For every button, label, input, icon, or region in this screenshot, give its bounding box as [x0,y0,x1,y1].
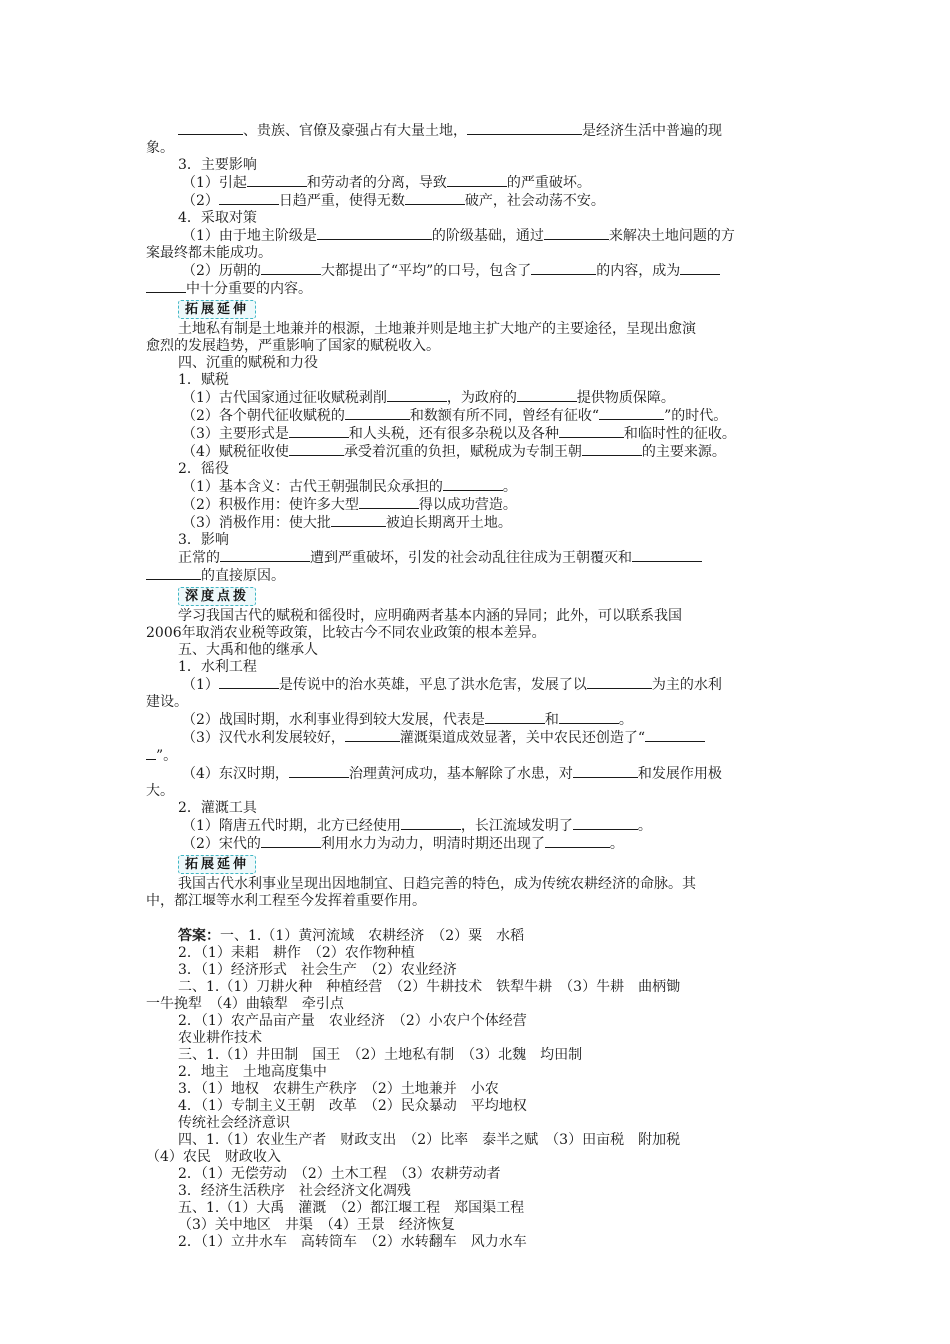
answer-line: 2．（1）耒耜 耕作 （2）农作物种植 [178,945,415,961]
fill-blank[interactable] [467,122,582,135]
fill-blank[interactable] [317,227,432,240]
text-line: （1）由于地主阶级是 的阶级基础，通过 来解决土地问题的方 [182,228,735,244]
fill-blank[interactable] [146,280,186,293]
text-line: （1）古代国家通过征收赋税剥削 ，为政府的 提供物质保障。 [182,390,675,406]
fill-blank[interactable] [680,262,720,275]
fill-blank[interactable] [219,676,279,689]
fill-blank[interactable] [359,496,419,509]
deep-insight-tag: 深度点拨 [178,587,256,606]
fill-blank[interactable] [289,765,349,778]
extension-tag: 拓展延伸 [178,300,256,319]
answer-line: 2．地主 土地高度集中 [178,1064,327,1080]
answer-line: 4．（1）专制主义王朝 改革 （2）民众暴动 平均地权 [178,1098,527,1114]
fill-blank[interactable] [573,765,638,778]
fill-blank[interactable] [331,514,386,527]
fill-blank[interactable] [447,174,507,187]
section-heading: 四、沉重的赋税和力役 [178,355,318,371]
fill-blank[interactable] [632,549,702,562]
fill-blank[interactable] [219,192,279,205]
answer-line: 三、1.（1）井田制 国王 （2）土地私有制 （3）北魏 均田制 [178,1047,583,1063]
fill-blank[interactable] [599,407,664,420]
fill-blank[interactable] [645,729,705,742]
section-heading: 3．影响 [178,532,229,548]
fill-blank[interactable] [220,549,310,562]
text-line: （1）基本含义：古代王朝强制民众承担的 。 [182,479,517,495]
spacer [146,910,816,928]
fill-blank[interactable] [401,817,461,830]
text-line: （2）积极作用：使许多大型 得以成功营造。 [182,497,517,513]
answer-line: 3．（1）地权 农耕生产秩序 （2）土地兼并 小农 [178,1081,499,1097]
text-line: （2）历朝的 大都提出了“平均”的口号，包含了 的内容，成为 [146,262,816,280]
text-line: 愈烈的发展趋势，严重影响了国家的赋税收入。 [146,338,440,354]
answer-line: 2．（1）无偿劳动 （2）土木工程 （3）农耕劳动者 [178,1166,501,1182]
text-line: 中，都江堰等水利工程至今发挥着重要作用。 [146,893,426,909]
text-line: 案最终都未能成功。 [146,245,272,261]
answer-line: 二、1.（1）刀耕火种 种植经营 （2）牛耕技术 铁犁牛耕 （3）牛耕 曲柄锄 [178,979,681,995]
document-page [146,122,816,1251]
answer-line: 3．（1）经济形式 社会生产 （2）农业经济 [178,962,457,978]
section-heading: 3．主要影响 [178,157,257,173]
answer-line: 四、1.（1）农业生产者 财政支出 （2）比率 泰半之赋 （3）田亩税 附加税 [178,1132,681,1148]
fill-blank[interactable] [443,478,503,491]
text-line: （3）主要形式是 和人头税，还有很多杂税以及各种 和临时性的征收。 [182,426,736,442]
fill-blank[interactable] [345,407,410,420]
text-line: 中十分重要的内容。 [146,280,816,298]
fill-blank[interactable] [387,389,447,402]
answer-line: 2．（1）农产品亩产量 农业经济 （2）小农户个体经营 [178,1013,527,1029]
fill-blank[interactable] [485,711,545,724]
text-line: （4）赋税征收使 承受着沉重的负担，赋税成为专制王朝 的主要来源。 [182,444,726,460]
fill-blank[interactable] [517,389,577,402]
text-line: （2）各个朝代征收赋税的 和数额有所不同，曾经有征收“ ”的时代。 [182,408,728,424]
text-line: ”。 [146,747,816,765]
section-heading: 1．赋税 [178,372,229,388]
fill-blank[interactable] [582,443,642,456]
text-line: （1）隋唐五代时期，北方已经使用 ，长江流域发明了 。 [182,818,652,834]
fill-blank[interactable] [545,835,610,848]
fill-blank[interactable] [531,262,596,275]
text-line: （4）东汉时期， 治理黄河成功，基本解除了水患，对 和发展作用极 [182,766,722,782]
fill-blank[interactable] [405,192,465,205]
section-heading: 2．徭役 [178,461,229,477]
fill-blank[interactable] [146,747,156,760]
answer-line: （4）农民 财政收入 [146,1149,281,1165]
fill-blank[interactable] [178,122,243,135]
text-line: 土地私有制是土地兼并的根源，土地兼并则是地主扩大地产的主要途径，呈现出愈演 [178,321,696,337]
fill-blank[interactable] [587,676,652,689]
text-line: 、贵族、官僚及豪强占有大量土地， 是经济生活中普遍的现 [146,122,816,140]
answer-line: 2．（1）立井水车 高转筒车 （2）水转翻车 风力水车 [178,1234,527,1250]
fill-blank[interactable] [289,443,344,456]
fill-blank[interactable] [559,425,624,438]
fill-blank[interactable] [146,567,201,580]
text-line: （1） 是传说中的治水英雄，平息了洪水危害，发展了以 为主的水利 [182,677,722,693]
fill-blank[interactable] [261,262,321,275]
text-line: 我国古代水利事业呈现出因地制宜、日趋完善的特色，成为传统农耕经济的命脉。其 [178,876,696,892]
fill-blank[interactable] [544,227,609,240]
answer-line: （3）关中地区 井渠 （4）王景 经济恢复 [178,1217,455,1233]
text-line: （3）消极作用：使大批 被迫长期离开土地。 [182,515,512,531]
text-line: （2）宋代的 利用水力为动力，明清时期还出现了 。 [182,836,624,852]
text-line: 学习我国古代的赋税和徭役时，应明确两者基本内涵的异同；此外，可以联系我国 [178,608,682,624]
extension-tag: 拓展延伸 [178,855,256,874]
section-heading: 2．灌溉工具 [178,800,257,816]
answer-line: 答案：一、1.（1）黄河流域 农耕经济 （2）粟 水稻 [178,928,525,944]
fill-blank[interactable] [289,425,349,438]
answer-line: 一牛挽犁 （4）曲辕犁 牵引点 [146,996,344,1012]
text-line: （2）战国时期，水利事业得到较大发展，代表是 和 。 [182,712,633,728]
answer-line: 农业耕作技术 [178,1030,262,1046]
fill-blank[interactable] [247,174,307,187]
answer-line: 3．经济生活秩序 社会经济文化凋残 [178,1183,411,1199]
text-line: 大。 [146,783,174,799]
answer-line: 传统社会经济意识 [178,1115,290,1131]
answer-line: 五、1.（1）大禹 灌溉 （2）都江堰工程 郑国渠工程 [178,1200,525,1216]
text-line: 正常的 遭到严重破坏，引发的社会动乱往往成为王朝覆灭和 [146,549,816,567]
text-line: 象。 [146,140,174,156]
fill-blank[interactable] [345,729,400,742]
section-heading: 五、大禹和他的继承人 [178,642,318,658]
text-line: （1）引起 和劳动者的分离，导致 的严重破坏。 [182,175,591,191]
text-line: 的直接原因。 [146,567,816,585]
text-line: 建设。 [146,694,188,710]
fill-blank[interactable] [573,817,638,830]
text-line: （3）汉代水利发展较好， 灌溉渠道成效显著，关中农民还创造了“ [146,729,816,747]
fill-blank[interactable] [559,711,619,724]
fill-blank[interactable] [261,835,321,848]
answer-label: 答案： [178,928,220,944]
text-line: （2） 日趋严重，使得无数 破产，社会动荡不安。 [182,193,605,209]
section-heading: 4．采取对策 [178,210,257,226]
text-line: 2006年取消农业税等政策，比较古今不同农业政策的根本差异。 [146,625,546,641]
section-heading: 1．水利工程 [178,659,257,675]
